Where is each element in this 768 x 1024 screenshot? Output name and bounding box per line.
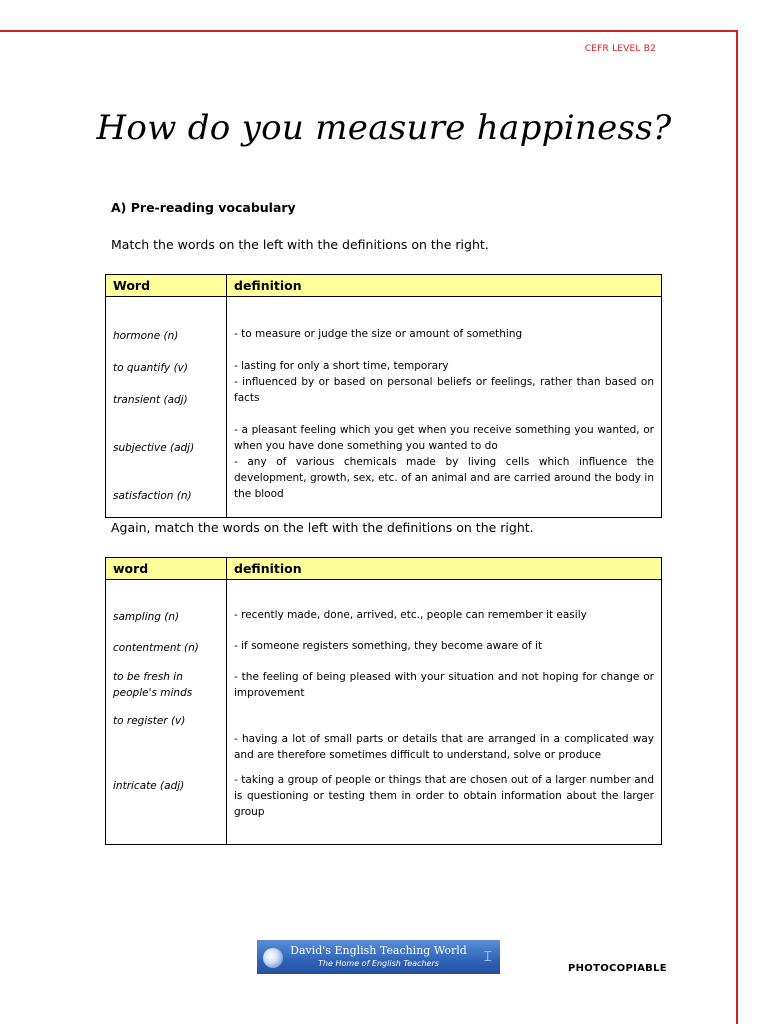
instruction-1: Match the words on the left with the definitions on the right. [111,237,489,252]
word-cell: subjective (adj) [106,406,227,454]
table-row [106,580,662,624]
vocab-table-2 [105,557,662,845]
definition-cell: - a pleasant feeling which you get when you receive something you wanted, or when you have done something you wanted to do [227,406,662,454]
logo-subtitle: The Home of English Teachers [318,959,439,968]
definition-cell: - influenced by or based on personal beliefs or feelings, rather than based on facts [227,374,662,406]
word-cell: transient (adj) [106,374,227,406]
column-header-definition: definition [227,558,662,580]
table-row [106,623,662,654]
table-row [106,701,662,763]
table-row [106,297,662,343]
table-row [106,454,662,518]
site-logo [257,940,500,974]
word-cell: to register (v) [106,701,227,763]
level-label: CEFR LEVEL B2 [584,44,656,54]
definition-cell: - having a lot of small parts or details that are arranged in a complicated way and are therefore sometimes difficult to understand, solve or produce [227,701,662,763]
word-cell: to be fresh in people's minds [106,654,227,701]
table-row [106,374,662,406]
photocopiable-label: PHOTOCOPIABLE [568,963,667,974]
column-header-word: Word [106,275,227,297]
definition-cell: - if someone registers something, they become aware of it [227,623,662,654]
definition-cell: - the feeling of being pleased with your situation and not hoping for change or improvement [227,654,662,701]
table-row [106,654,662,701]
word-cell: contentment (n) [106,623,227,654]
word-cell: hormone (n) [106,297,227,343]
definition-cell: - any of various chemicals made by living cells which influence the development, growth, sex, etc. of an animal and are carried around the body in the blood [227,454,662,518]
table-row [106,342,662,374]
definition-cell: - lasting for only a short time, temporary [227,342,662,374]
column-header-word: word [106,558,227,580]
column-header-definition: definition [227,275,662,297]
logo-title: David's English Teaching World [290,944,467,957]
definition-cell: - recently made, done, arrived, etc., people can remember it easily [227,580,662,624]
page-border-right [736,30,738,1024]
page-title: How do you measure happiness? [96,108,672,148]
vocab-table-1 [105,274,662,518]
table-row [106,763,662,845]
section-heading: A) Pre-reading vocabulary [111,200,296,215]
table-row [106,406,662,454]
desk-icon: ⌶ [483,949,492,965]
word-cell: to quantify (v) [106,342,227,374]
definition-cell: - taking a group of people or things that are chosen out of a larger number and is questioning or testing them in order to obtain information about the larger group [227,763,662,845]
definition-cell: - to measure or judge the size or amount of something [227,297,662,343]
word-cell: intricate (adj) [106,763,227,845]
instruction-2: Again, match the words on the left with the definitions on the right. [111,520,534,535]
page-border-top [0,30,738,32]
word-cell: satisfaction (n) [106,454,227,518]
word-cell: sampling (n) [106,580,227,624]
